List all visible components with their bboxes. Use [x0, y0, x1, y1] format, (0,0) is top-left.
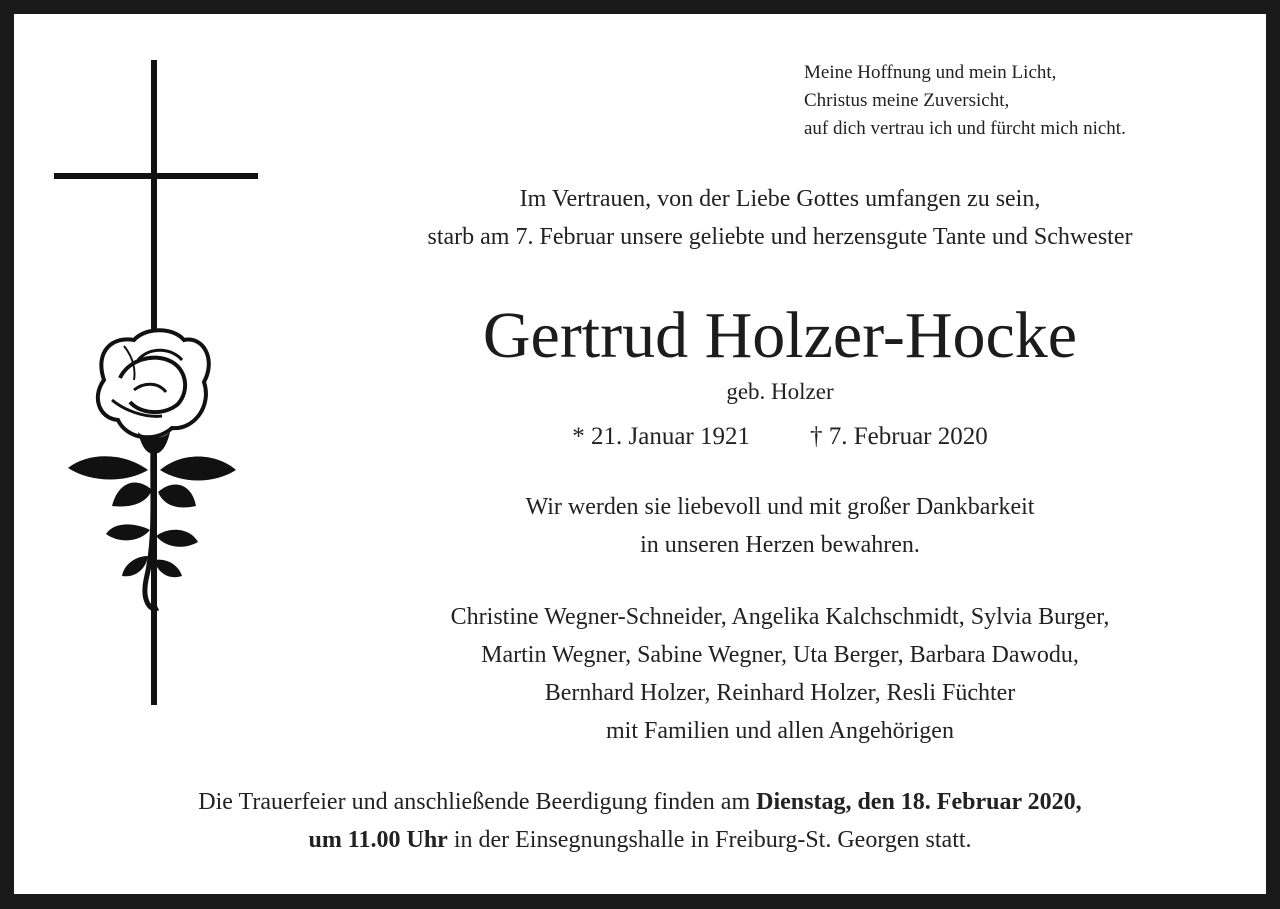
maiden-name: geb. Holzer [726, 379, 834, 404]
funeral-line-1 [14, 783, 1266, 821]
mourners-list [294, 598, 1266, 750]
funeral-date: Dienstag, den 18. Februar 2020, [756, 789, 1082, 815]
life-dates [294, 419, 1266, 455]
intro-text [294, 180, 1266, 256]
funeral-line-2 [14, 821, 1266, 859]
birth-date: * 21. Januar 1921 [572, 423, 750, 450]
funeral-text: Die Trauerfeier und anschließende Beerdigung finden am [198, 789, 757, 815]
mourners-line: Christine Wegner-Schneider, Angelika Kalchschmidt, Sylvia Burger, [450, 604, 1110, 630]
deceased-name: Gertrud Holzer-Hocke [482, 299, 1078, 372]
intro-line: starb am 7. Februar unsere geliebte und herzensgute Tante und Schwester [427, 224, 1133, 250]
verse-line: Meine Hoffnung und mein Licht, [804, 62, 1057, 83]
memory-line: in unseren Herzen bewahren. [640, 532, 920, 558]
verse-line: auf dich vertrau ich und fürcht mich nicht. [804, 118, 1126, 139]
death-date: † 7. Februar 2020 [810, 423, 988, 450]
funeral-info [14, 783, 1266, 859]
funeral-location: in der Einsegnungshalle in Freiburg-St. Georgen statt. [447, 827, 972, 853]
bible-verse [804, 59, 1126, 143]
memory-text [294, 488, 1266, 564]
mourners-line: Bernhard Holzer, Reinhard Holzer, Resli Füchter [544, 680, 1016, 706]
memory-line: Wir werden sie liebevoll und mit großer Dankbarkeit [525, 494, 1035, 520]
mourners-line: Martin Wegner, Sabine Wegner, Uta Berger, Barbara Dawodu, [481, 642, 1079, 668]
verse-line: Christus meine Zuversicht, [804, 90, 1010, 111]
funeral-time: um 11.00 Uhr [308, 827, 448, 853]
cross-icon [54, 60, 264, 720]
intro-line: Im Vertrauen, von der Liebe Gottes umfangen zu sein, [519, 186, 1041, 212]
obituary-notice [14, 14, 1266, 894]
mourners-line: mit Familien und allen Angehörigen [606, 718, 954, 744]
